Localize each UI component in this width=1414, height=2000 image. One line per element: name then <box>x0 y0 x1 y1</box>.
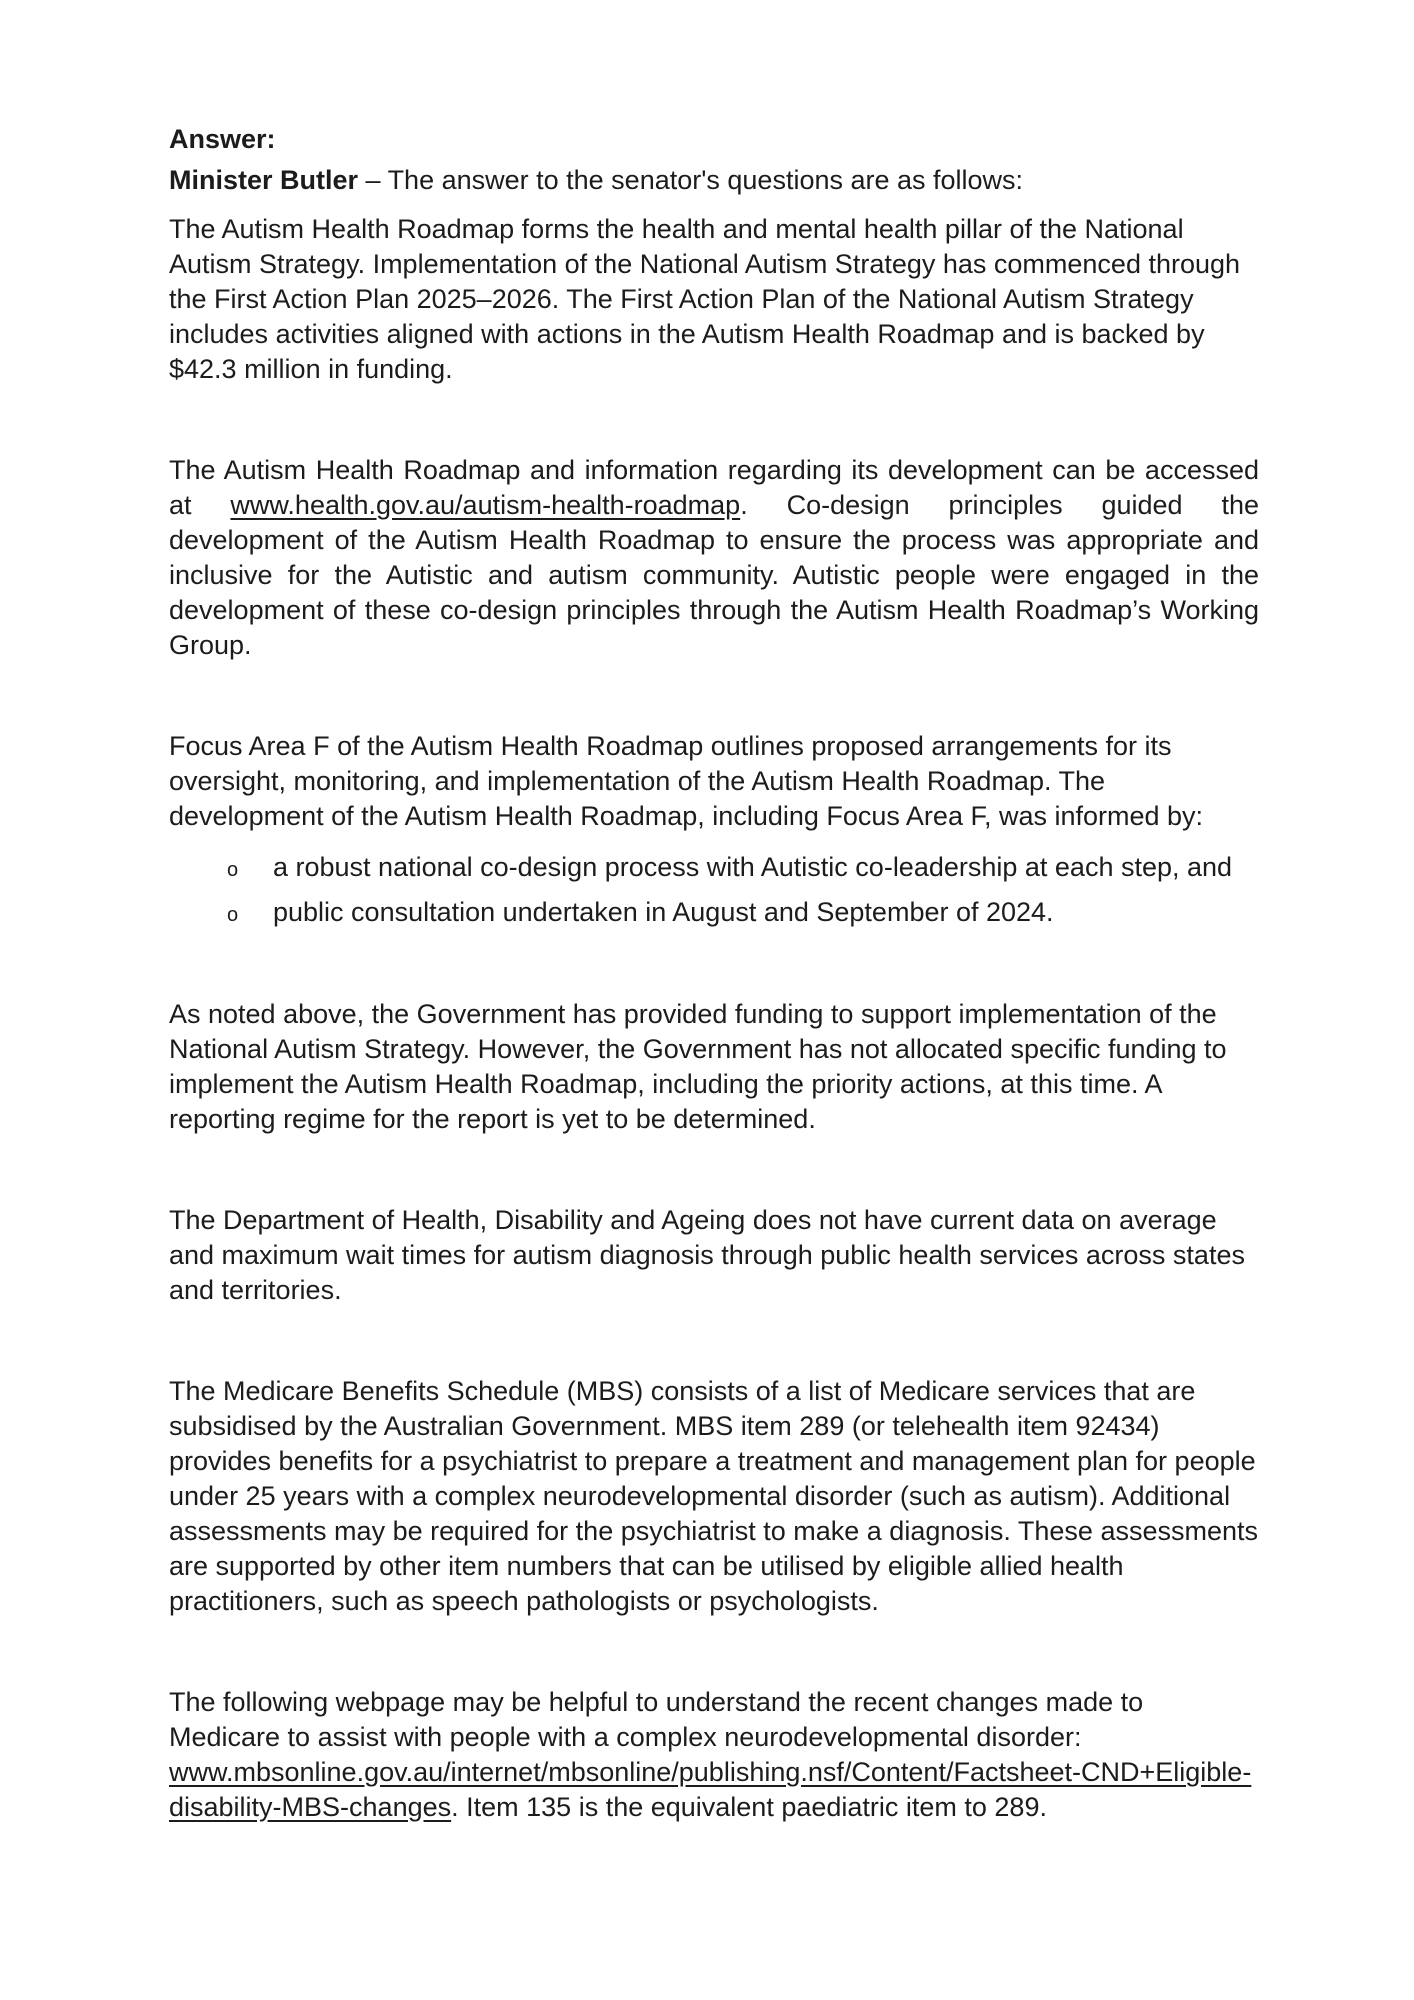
text-run: The Medicare Benefits Schedule (MBS) consists of a list of Medicare services that are subsidised by the Australian Government. MBS item 289 (or telehealth item 92434) provides benefits for a psychiatrist to prepare a treatment and management plan for people under 25 years with a complex neurodevelopmental disorder (such as autism). Additional assessments may be required for the psychiatrist to make a diagnosis. These assessments are supported by other item numbers that can be utilised by eligible allied health practitioners, such as speech pathologists or psychologists. <box>169 1376 1259 1616</box>
paragraph <box>169 453 1259 663</box>
list-item <box>169 850 1259 885</box>
list-item-text: a robust national co-design process with Autistic co-leadership at each step, and <box>273 852 1233 882</box>
text-run: The Autism Health Roadmap and information regarding its development can be accessed at <box>169 455 1259 520</box>
paragraph <box>169 212 1259 387</box>
text-run: – The answer to the senator's questions are as follows: <box>358 165 1024 195</box>
hyperlink[interactable]: www.health.gov.au/autism-health-roadmap <box>230 490 741 520</box>
paragraph <box>169 729 1259 834</box>
paragraph <box>169 997 1259 1137</box>
answer-heading: Answer: <box>169 124 276 154</box>
hyperlink[interactable]: www.mbsonline.gov.au/internet/mbsonline/publishing.nsf/Content/Factsheet-CND+Eligible-disability-MBS-changes <box>169 1757 1252 1822</box>
text-run: The Department of Health, Disability and Ageing does not have current data on average and maximum wait times for autism diagnosis through public health services across states and territories. <box>169 1205 1245 1305</box>
paragraph <box>169 1203 1259 1308</box>
text-run: As noted above, the Government has provided funding to support implementation of the National Autism Strategy. However, the Government has not allocated specific funding to implement the Autism Health Roadmap, including the priority actions, at this time. A reporting regime for the report is yet to be determined. <box>169 999 1227 1134</box>
text-run: The Autism Health Roadmap forms the health and mental health pillar of the National Autism Strategy. Implementation of the National Autism Strategy has commenced through the First Action Plan 2025–2026. The First Action Plan of the National Autism Strategy includes activities aligned with actions in the Autism Health Roadmap and is backed by $42.3 million in funding. <box>169 214 1241 384</box>
text-run: The following webpage may be helpful to understand the recent changes made to Medicare to assist with people with a complex neurodevelopmental disorder: <box>169 1687 1144 1752</box>
circle-bullet-icon: o <box>227 904 239 926</box>
document-body <box>169 163 1259 1825</box>
list-item-text: public consultation undertaken in August and September of 2024. <box>273 897 1054 927</box>
paragraph <box>169 163 1259 198</box>
text-run: . Item 135 is the equivalent paediatric item to 289. <box>451 1792 1047 1822</box>
text-run: Focus Area F of the Autism Health Roadmap outlines proposed arrangements for its oversight, monitoring, and implementation of the Autism Health Roadmap. The development of the Autism Health Roadmap, including Focus Area F, was informed by: <box>169 731 1204 831</box>
circle-bullet-icon: o <box>227 859 239 881</box>
bullet-list <box>169 850 1259 930</box>
paragraph <box>169 1374 1259 1619</box>
text-run: . Co-design principles guided the development of the Autism Health Roadmap to ensure the process was appropriate and inclusive for the Autistic and autism community. Autistic people were engaged in the development of these co-design principles through the Autism Health Roadmap’s Working Group. <box>169 490 1259 660</box>
list-item <box>169 895 1259 930</box>
bold-text-run: Minister Butler <box>169 165 359 195</box>
paragraph <box>169 1685 1259 1825</box>
